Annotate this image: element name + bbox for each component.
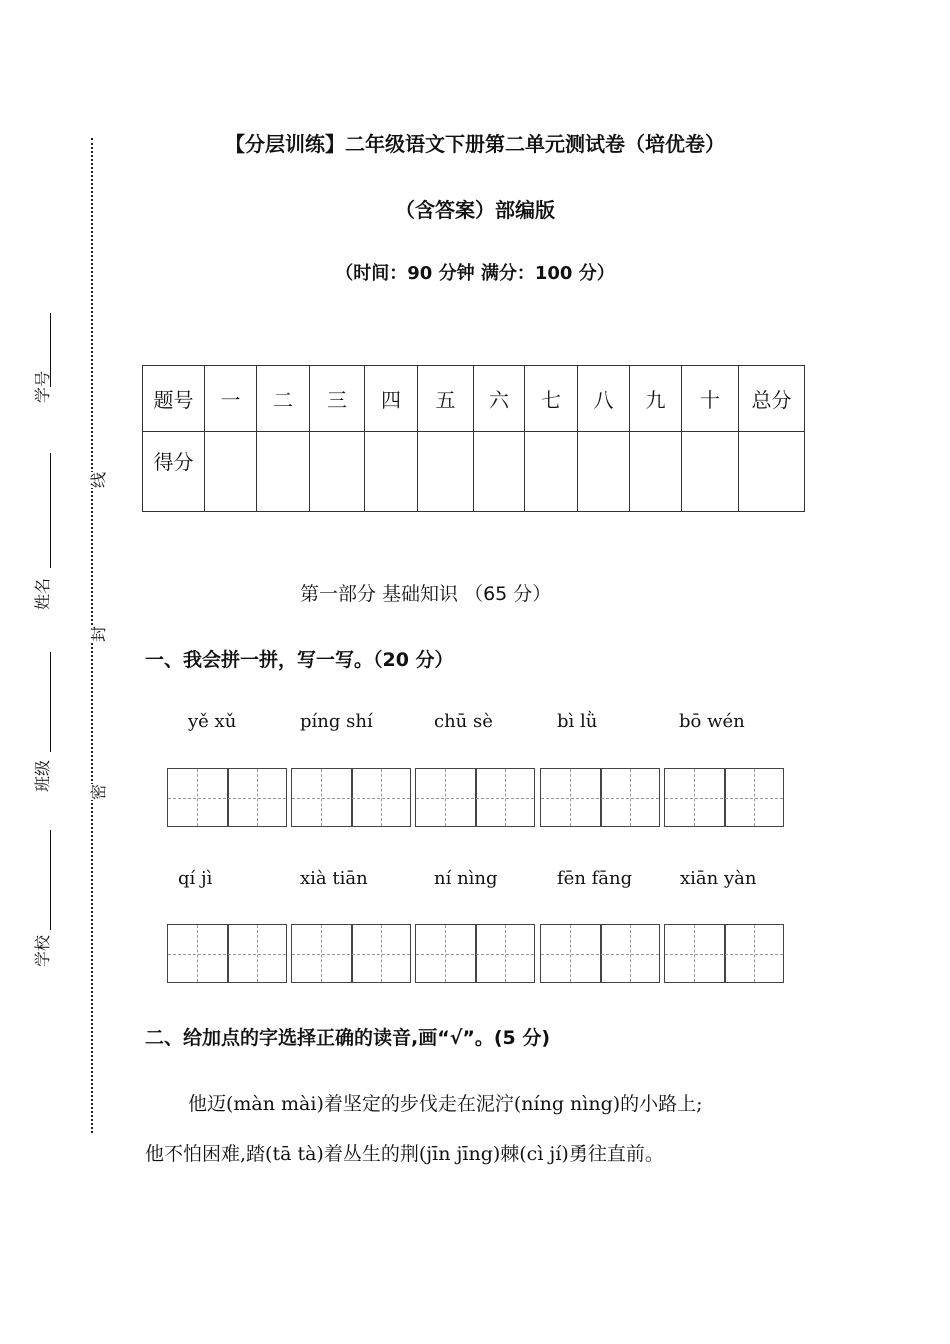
section-2-heading: 二、给加点的字选择正确的读音,画“√”。(5 分) — [145, 1027, 551, 1049]
score-table-col-header: 九 — [630, 366, 682, 432]
part-one-heading: 第一部分 基础知识 （65 分） — [300, 583, 552, 605]
score-table-col-header: 八 — [578, 366, 630, 432]
score-cell[interactable] — [630, 432, 682, 512]
pinyin-label: xiān yàn — [680, 868, 757, 889]
name-label: 姓名 — [33, 577, 52, 610]
class-blank — [50, 652, 51, 752]
score-cell[interactable] — [578, 432, 630, 512]
class-label: 班级 — [33, 759, 52, 792]
seal-char-seal: 封 — [86, 626, 109, 642]
score-table-col-header: 六 — [474, 366, 525, 432]
pinyin-label: yě xǔ — [188, 711, 237, 732]
writing-box[interactable] — [291, 768, 411, 827]
score-table-col-header: 二 — [257, 366, 310, 432]
writing-box[interactable] — [167, 924, 287, 983]
writing-box[interactable] — [540, 768, 660, 827]
score-cell[interactable] — [682, 432, 739, 512]
seal-char-secret: 密 — [86, 784, 109, 800]
pinyin-label: ní nìng — [434, 868, 498, 889]
score-table — [142, 365, 805, 512]
score-cell[interactable] — [525, 432, 578, 512]
writing-box[interactable] — [415, 768, 535, 827]
pinyin-label: bō wén — [679, 711, 745, 732]
score-cell[interactable] — [474, 432, 525, 512]
score-table-row-label: 题号 — [143, 366, 205, 432]
writing-box[interactable] — [664, 924, 784, 983]
pinyin-label: xià tiān — [300, 868, 368, 889]
pinyin-label: qí jì — [178, 868, 213, 889]
name-blank — [50, 453, 51, 568]
score-table-col-header: 总分 — [739, 366, 805, 432]
writing-box[interactable] — [291, 924, 411, 983]
score-table-col-header: 四 — [365, 366, 418, 432]
score-table-col-header: 三 — [310, 366, 365, 432]
score-cell[interactable] — [418, 432, 474, 512]
score-table-row-label: 得分 — [143, 432, 205, 512]
page-title-line-2: （含答案）部编版 — [395, 198, 555, 222]
score-table-header-row — [143, 366, 805, 432]
reading-passage-line-1: 他迈(màn mài)着坚定的步伐走在泥泞(níng nìng)的小路上; — [188, 1093, 703, 1115]
score-table-col-header: 七 — [525, 366, 578, 432]
page-title-line-1: 【分层训练】二年级语文下册第二单元测试卷（培优卷） — [225, 132, 725, 156]
score-cell[interactable] — [739, 432, 805, 512]
score-cell[interactable] — [205, 432, 257, 512]
pinyin-label: fēn fāng — [557, 868, 633, 889]
writing-box[interactable] — [167, 768, 287, 827]
score-cell[interactable] — [365, 432, 418, 512]
score-cell[interactable] — [257, 432, 310, 512]
pinyin-label: bì lǜ — [557, 711, 598, 732]
exam-time-info: （时间：90 分钟 满分：100 分） — [335, 263, 615, 284]
writing-box[interactable] — [415, 924, 535, 983]
writing-box[interactable] — [540, 924, 660, 983]
pinyin-label: píng shí — [300, 711, 373, 732]
score-table-col-header: 十 — [682, 366, 739, 432]
writing-box[interactable] — [664, 768, 784, 827]
student-number-label: 学号 — [33, 370, 52, 403]
school-label: 学校 — [33, 934, 52, 967]
pinyin-label: chū sè — [434, 711, 493, 732]
score-table-score-row — [143, 432, 805, 512]
score-table-col-header: 五 — [418, 366, 474, 432]
reading-passage-line-2: 他不怕困难,踏(tā tà)着丛生的荆(jīn jīng)棘(cì jí)勇往直前。 — [145, 1143, 664, 1165]
section-1-heading: 一、我会拼一拼，写一写。（20 分） — [145, 649, 454, 671]
school-blank — [50, 830, 51, 930]
seal-char-line: 线 — [86, 472, 109, 488]
score-cell[interactable] — [310, 432, 365, 512]
score-table-col-header: 一 — [205, 366, 257, 432]
